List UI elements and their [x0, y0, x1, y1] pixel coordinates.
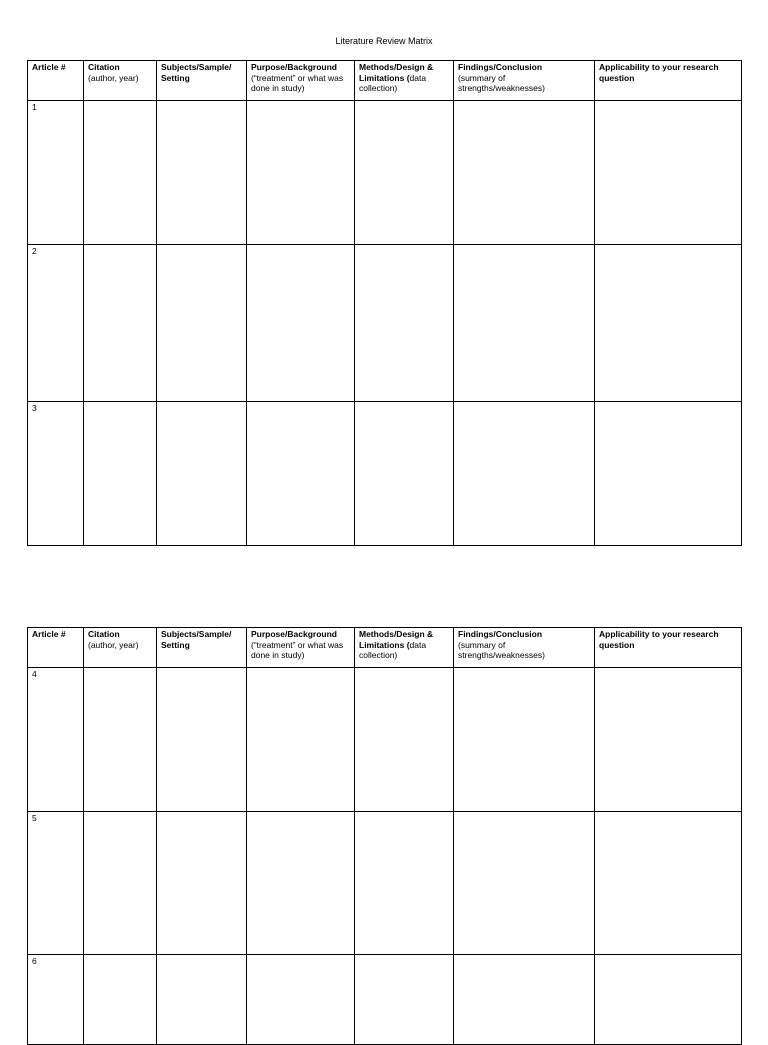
- header-methods-design-limitations: Methods/Design & Limitations (data collection): [355, 61, 454, 101]
- subjects-cell[interactable]: [157, 101, 247, 245]
- table-row: [28, 812, 742, 955]
- header-methods-design-limitations: Methods/Design & Limitations (data collection): [355, 628, 454, 668]
- methods-cell[interactable]: [355, 101, 454, 245]
- purpose-cell[interactable]: [247, 955, 355, 1045]
- header-article-number: Article #: [28, 61, 84, 101]
- purpose-cell[interactable]: [247, 402, 355, 546]
- article-number-cell: 1: [28, 101, 84, 245]
- literature-matrix-table-2: [27, 627, 742, 1045]
- header-subjects-sample-setting: Subjects/Sample/ Setting: [157, 628, 247, 668]
- article-number-cell: 3: [28, 402, 84, 546]
- article-number-cell: 6: [28, 955, 84, 1045]
- methods-cell[interactable]: [355, 955, 454, 1045]
- subjects-cell[interactable]: [157, 668, 247, 812]
- methods-cell[interactable]: [355, 812, 454, 955]
- header-citation: Citation (author, year): [84, 61, 157, 101]
- header-row: [28, 628, 742, 668]
- purpose-cell[interactable]: [247, 668, 355, 812]
- citation-cell[interactable]: [84, 101, 157, 245]
- header-purpose-background: Purpose/Background (“treatment” or what was done in study): [247, 61, 355, 101]
- subjects-cell[interactable]: [157, 245, 247, 402]
- subjects-cell[interactable]: [157, 812, 247, 955]
- applicability-cell[interactable]: [595, 955, 742, 1045]
- methods-cell[interactable]: [355, 245, 454, 402]
- citation-cell[interactable]: [84, 668, 157, 812]
- header-findings-conclusion: Findings/Conclusion (summary of strengths/weaknesses): [454, 61, 595, 101]
- findings-cell[interactable]: [454, 101, 595, 245]
- findings-cell[interactable]: [454, 955, 595, 1045]
- citation-cell[interactable]: [84, 402, 157, 546]
- citation-cell[interactable]: [84, 955, 157, 1045]
- applicability-cell[interactable]: [595, 402, 742, 546]
- methods-cell[interactable]: [355, 668, 454, 812]
- table-row: [28, 955, 742, 1045]
- applicability-cell[interactable]: [595, 812, 742, 955]
- header-article-number: Article #: [28, 628, 84, 668]
- document-title: Literature Review Matrix: [335, 36, 433, 46]
- methods-cell[interactable]: [355, 402, 454, 546]
- citation-cell[interactable]: [84, 245, 157, 402]
- literature-matrix-table-1: [27, 60, 742, 546]
- header-purpose-background: Purpose/Background (“treatment” or what was done in study): [247, 628, 355, 668]
- article-number-cell: 5: [28, 812, 84, 955]
- findings-cell[interactable]: [454, 402, 595, 546]
- purpose-cell[interactable]: [247, 812, 355, 955]
- header-citation: Citation (author, year): [84, 628, 157, 668]
- applicability-cell[interactable]: [595, 668, 742, 812]
- table-row: [28, 245, 742, 402]
- subjects-cell[interactable]: [157, 402, 247, 546]
- table-row: [28, 101, 742, 245]
- purpose-cell[interactable]: [247, 245, 355, 402]
- article-number-cell: 2: [28, 245, 84, 402]
- header-applicability: Applicability to your research question: [595, 628, 742, 668]
- header-subjects-sample-setting: Subjects/Sample/ Setting: [157, 61, 247, 101]
- applicability-cell[interactable]: [595, 101, 742, 245]
- table-row: [28, 402, 742, 546]
- findings-cell[interactable]: [454, 812, 595, 955]
- applicability-cell[interactable]: [595, 245, 742, 402]
- article-number-cell: 4: [28, 668, 84, 812]
- header-applicability: Applicability to your research question: [595, 61, 742, 101]
- header-findings-conclusion: Findings/Conclusion (summary of strengths/weaknesses): [454, 628, 595, 668]
- table-row: [28, 668, 742, 812]
- subjects-cell[interactable]: [157, 955, 247, 1045]
- header-row: [28, 61, 742, 101]
- citation-cell[interactable]: [84, 812, 157, 955]
- findings-cell[interactable]: [454, 668, 595, 812]
- findings-cell[interactable]: [454, 245, 595, 402]
- purpose-cell[interactable]: [247, 101, 355, 245]
